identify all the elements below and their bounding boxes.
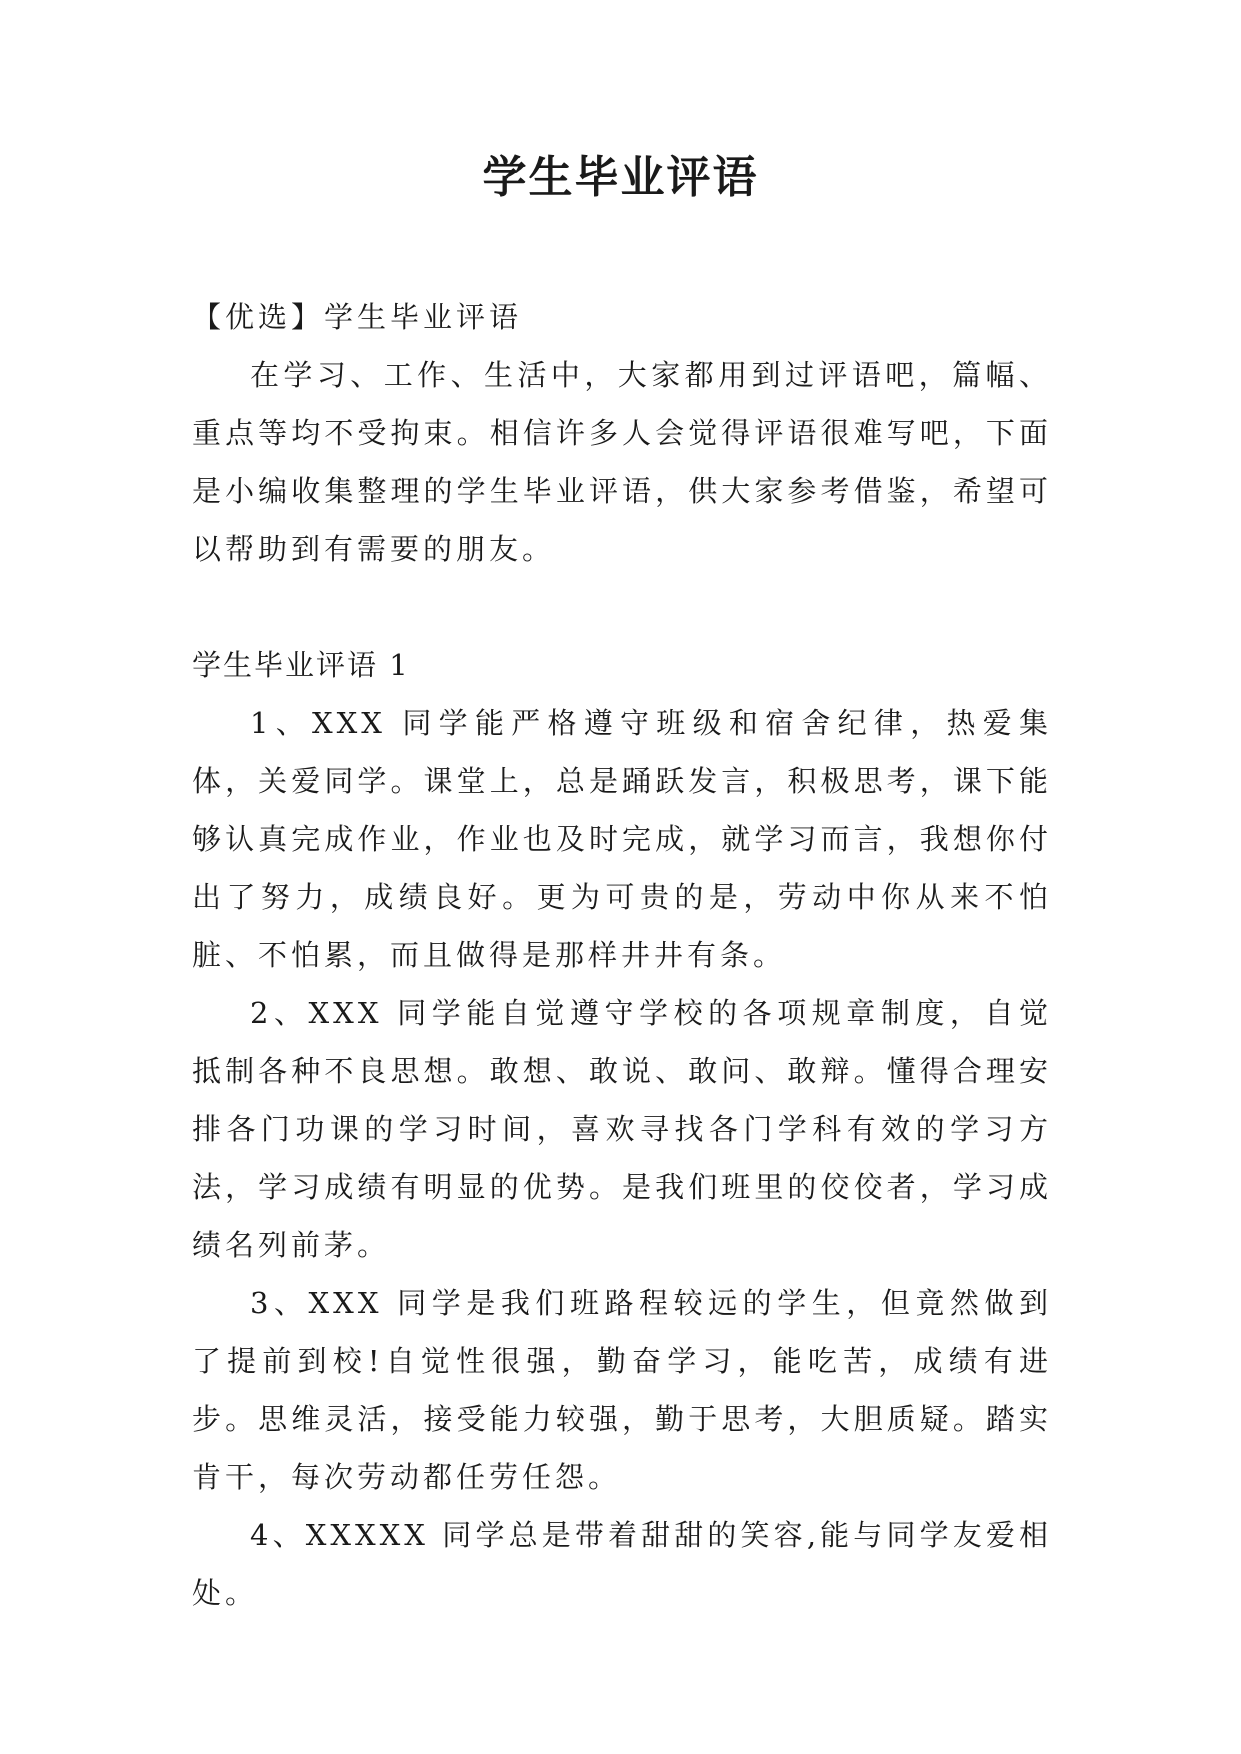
section-heading: 学生毕业评语 1 bbox=[192, 648, 410, 682]
comment-item-2: 2、XXX 同学能自觉遵守学校的各项规章制度，自觉抵制各种不良思想。敢想、敢说、敢问、敢辩。懂得合理安排各门功课的学习时间，喜欢寻找各门学科有效的学习方法，学习成绩有明显的优势。是我们班里的佼佼者，学习成绩名列前茅。 bbox=[192, 996, 1052, 1262]
document-title: 学生毕业评语 bbox=[482, 152, 759, 203]
intro-paragraph: 在学习、工作、生活中，大家都用到过评语吧，篇幅、重点等均不受拘束。相信许多人会觉得评语很难写吧，下面是小编收集整理的学生毕业评语，供大家参考借鉴，希望可以帮助到有需要的朋友。 bbox=[192, 358, 1052, 566]
comment-list bbox=[192, 694, 1052, 1622]
comment-item-3: 3、XXX 同学是我们班路程较远的学生，但竟然做到了提前到校!自觉性很强，勤奋学习，能吃苦，成绩有进步。思维灵活，接受能力较强，勤于思考，大胆质疑。踏实肯干，每次劳动都任劳任怨。 bbox=[192, 1286, 1052, 1494]
document-subtitle: 【优选】学生毕业评语 bbox=[192, 300, 523, 334]
comment-item-1: 1、XXX 同学能严格遵守班级和宿舍纪律，热爱集体，关爱同学。课堂上，总是踊跃发言，积极思考，课下能够认真完成作业，作业也及时完成，就学习而言，我想你付出了努力，成绩良好。更为可贵的是，劳动中你从来不怕脏、不怕累，而且做得是那样井井有条。 bbox=[192, 706, 1052, 972]
comment-item-4: 4、XXXXX 同学总是带着甜甜的笑容,能与同学友爱相处。 bbox=[192, 1518, 1052, 1610]
